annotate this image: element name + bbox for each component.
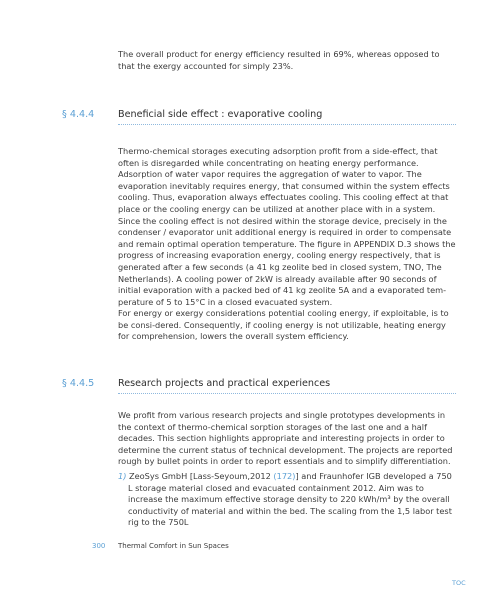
toc-link[interactable]: TOC [452,579,466,587]
section-title-4-4-4: Beneficial side effect : evaporative cooling [118,109,323,120]
list-item-text-start: ZeoSys GmbH [Lass-Seyoum,2012 [129,471,274,481]
section-title-4-4-5: Research projects and practical experiences [118,378,331,389]
section-4-4-4-paragraph-1: Thermo-chemical storages executing adsorption profit from a side-effect, that often is disregarded while concentrating on heating energy performance. Adsorption of water vapor requires the aggregation of water to vapor. The evaporation inevitably requires energy, that consumed within the system effects cooling. Thus, evaporation always effectuates cooling. This cooling effect at that place or the cooling energy can be utilized at another place with in a system. Since the cooling effect is not desired within the storage device, precisely in the condenser / evaporator unit additional energy is required in order to compensate and remain optimal operation temperature. The figure in APPENDIX D.3 shows the progress of increasing evaporation energy, cooling energy respectively, that is generated after a few seconds (a 41 kg zeolite bed in closed system, TNO, The Netherlands). A cooling power of 2kW is already available after 90 seconds of initial evaporation with a packed bed of 41 kg zeolite 5A and a evaporated tem-perature of 5 to 15°C in a closed evacuated system. [118,146,456,307]
section-number-4-4-4: § 4.4.4 [62,109,95,120]
project-list-item-1 [118,471,456,529]
running-footer-title: Thermal Comfort in Sun Spaces [118,542,229,550]
reference-link-172[interactable]: (172) [273,471,296,481]
list-item-number: 1) [118,471,127,481]
section-divider-4-4-5 [118,393,456,394]
section-4-4-5-paragraph-1: We profit from various research projects and single prototypes developments in the context of thermo-chemical sorption storages of the last one and a half decades. This section highlights appropriate and interesting projects in order to determine the current status of technical development. The projects are reported rough by bullet points in order to report essentials and to simplify differentiation. [118,410,453,467]
list-item-text-after-ref: ] and Fraunhofer IGB developed a 750 [295,471,452,481]
section-number-4-4-5: § 4.4.5 [62,378,95,389]
section-divider-4-4-4 [118,124,456,125]
list-item-continuation: L storage material closed and evacuated containment 2012. Aim was to increase the maximum effective storage density to 220 kWh/m³ by the overall conductivity of material and within the bed. The scaling from the 1,5 labor test rig to the 750L [128,482,452,528]
intro-paragraph: The overall product for energy efficiency resulted in 69%, whereas opposed to that the exergy accounted for simply 23%. [118,49,440,71]
page-number: 300 [92,542,106,550]
section-4-4-4-paragraph-2: For energy or exergy considerations potential cooling energy, if exploitable, is to be consi-dered. Consequently, if cooling energy is not utilizable, heating energy for comprehension, lowers the overall system efficiency. [118,308,449,342]
